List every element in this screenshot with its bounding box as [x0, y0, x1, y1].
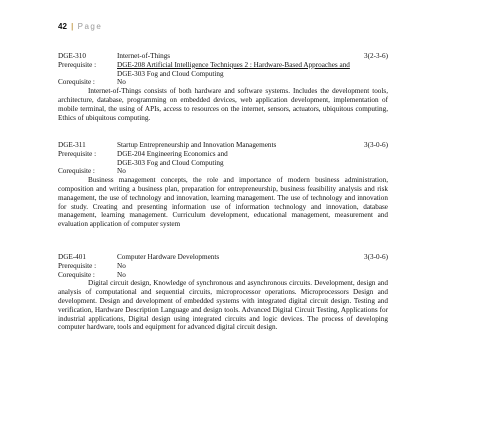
prerequisite-value: DGE-208 Artificial Intelligence Techniques 2 : Hardware-Based Approaches and	[117, 60, 350, 69]
corequisite-value: No	[117, 78, 126, 87]
course-dge-311	[58, 141, 388, 229]
page-number: 42	[58, 22, 67, 31]
course-description: Business management concepts, the role and importance of modern business administration, composition and writing a business plan, preparation for entrepreneurship, business feasibility analysis and risk management, the use of technology and innovation, learning management. The use of technology and innovation for study. Creating and presenting information use of information technology and innovation, database management, learning management. Curriculum development, educational management, measurement and evaluation application of computer system	[58, 176, 388, 229]
course-code: DGE-310	[58, 52, 86, 60]
course-title: Computer Hardware Developments	[117, 253, 220, 261]
course-credits: 3(3-0-6)	[364, 253, 388, 261]
course-description: Internet-of-Things consists of both hardware and software systems. Includes the development tools, architecture, database, programming on embedded devices, web application development, implementation of mobile terminal, the using of APIs, access to resources on the internet, sensors, actuators, ubiquitous computing, Ethics of ubiquitous computing.	[58, 87, 388, 122]
prerequisite-label: Prerequisite :	[58, 60, 97, 69]
course-credits: 3(3-0-6)	[364, 141, 388, 149]
prerequisite-value-2: DGE-303 Fog and Cloud Computing	[117, 158, 224, 167]
course-code: DGE-401	[58, 253, 86, 261]
course-title: Startup Entrepreneurship and Innovation Managements	[117, 141, 277, 149]
page-label: Page	[77, 22, 103, 31]
course-credits: 3(2-3-6)	[364, 52, 388, 60]
prerequisite-label: Prerequisite :	[58, 261, 97, 270]
header-separator: |	[71, 22, 74, 31]
prerequisite-row	[58, 262, 388, 271]
course-dge-401	[58, 253, 388, 332]
course-description: Digital circuit design, Knowledge of synchronous and asynchronous circuits. Development, design and analysis of computational and sequential circuits, microprocessor operations. Microprocessors Design and development. Design and development of embedded systems with integrated digital circuit design. Testing and verification, Hardware Description Language and design tools. Advanced Digital Circuit Testing, Applications for industrial applications, Digital design using integrated circuits and logic devices. The process of developing computer hardware, tools and equipment for advanced digital circuit design.	[58, 279, 388, 332]
corequisite-value: No	[117, 167, 126, 176]
course-heading	[58, 253, 388, 262]
prerequisite-label: Prerequisite :	[58, 149, 97, 158]
prerequisite-row	[58, 150, 388, 159]
course-code: DGE-311	[58, 141, 86, 149]
prerequisite-value-2: DGE-303 Fog and Cloud Computing	[117, 69, 224, 78]
course-dge-310	[58, 52, 388, 122]
corequisite-label: Corequisite :	[58, 167, 95, 176]
corequisite-label: Corequisite :	[58, 78, 95, 87]
corequisite-value: No	[117, 270, 126, 279]
prerequisite-row-continued	[58, 159, 388, 168]
course-title: Internet-of-Things	[117, 52, 171, 60]
prerequisite-row-continued	[58, 70, 388, 79]
course-heading	[58, 141, 388, 150]
page-header	[58, 22, 102, 31]
prerequisite-value: No	[117, 261, 126, 270]
corequisite-row	[58, 78, 388, 87]
course-heading	[58, 52, 388, 61]
corequisite-label: Corequisite :	[58, 270, 95, 279]
corequisite-row	[58, 271, 388, 280]
prerequisite-value: DGE-204 Engineering Economics and	[117, 149, 228, 158]
prerequisite-row	[58, 61, 388, 70]
corequisite-row	[58, 167, 388, 176]
